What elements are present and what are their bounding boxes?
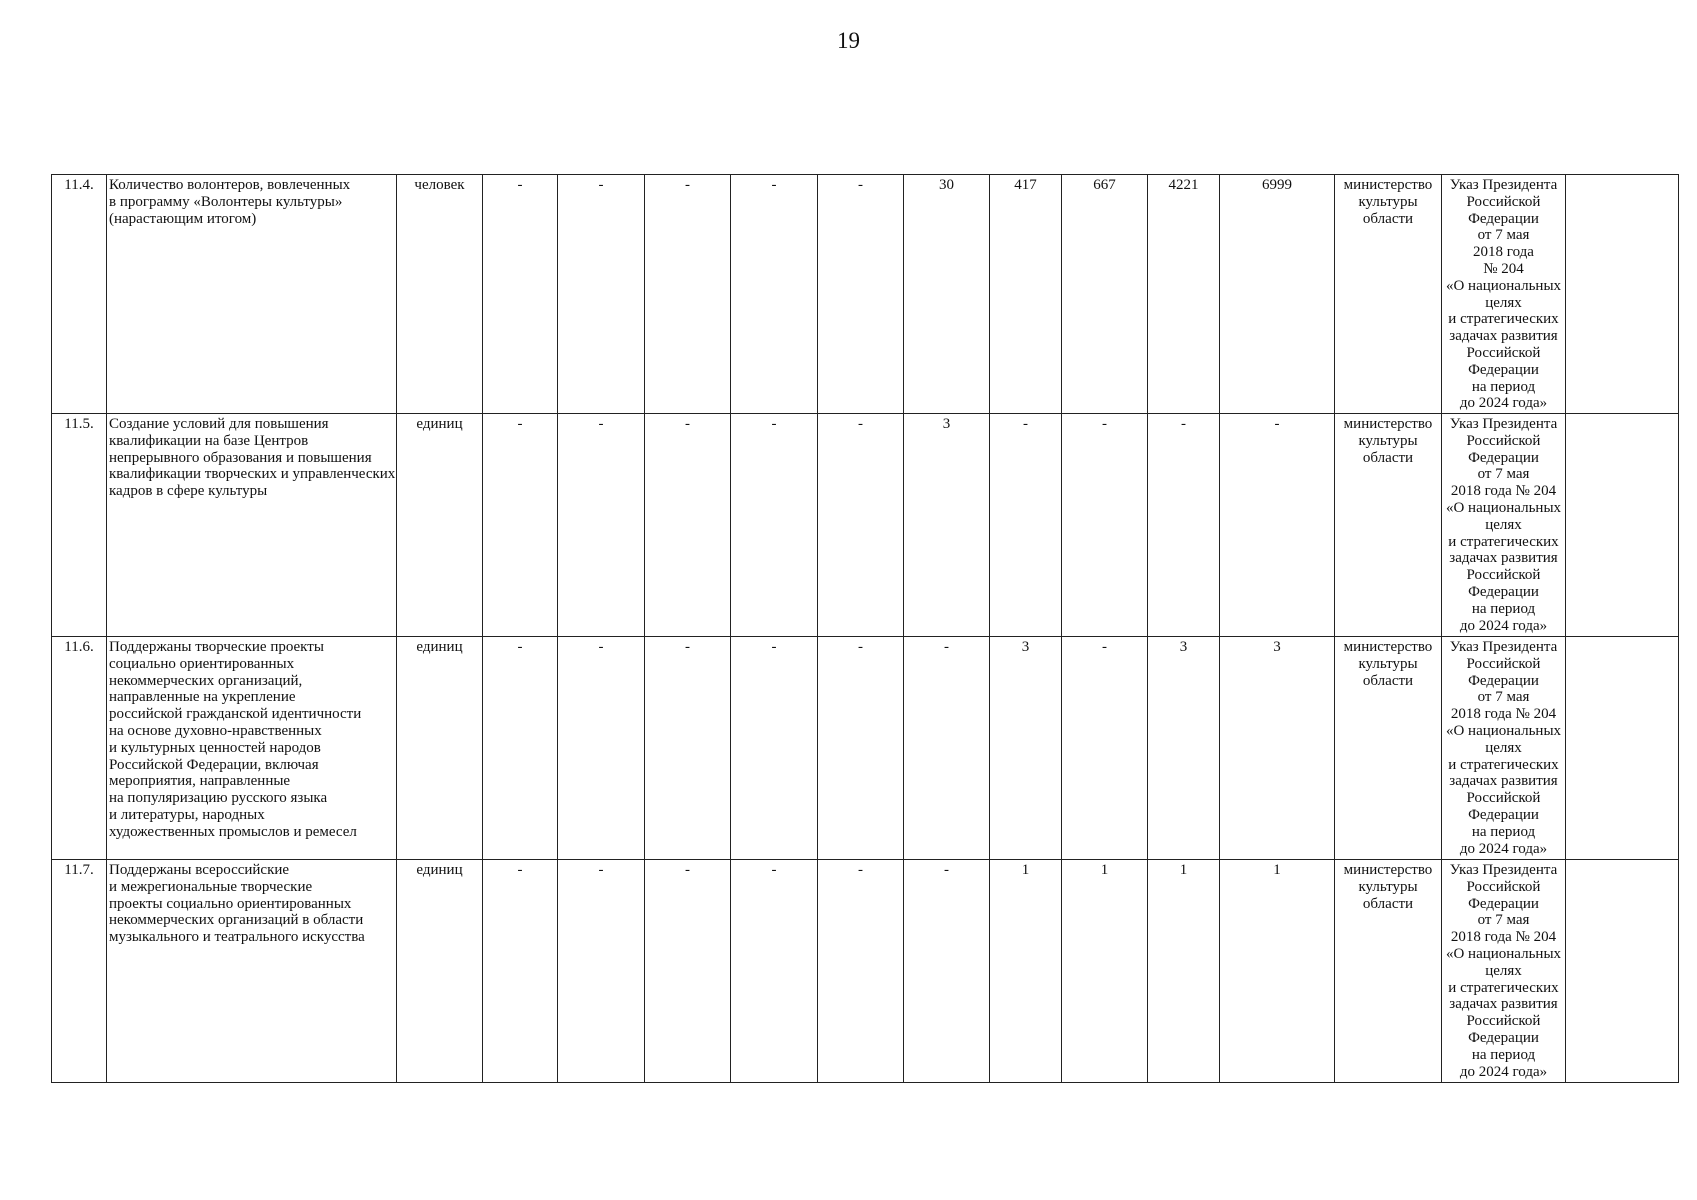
basis-line: на период (1471, 378, 1536, 395)
basis-line: 2018 года (1473, 244, 1534, 261)
value-cell: - (483, 860, 558, 1083)
value-cell: - (818, 175, 904, 414)
basis-line: № 204 (1483, 260, 1524, 277)
basis-line: целях (1485, 739, 1522, 756)
responsible-line: культуры (1358, 655, 1418, 672)
value-cell: - (1220, 414, 1335, 637)
indicator-name-cell (107, 414, 397, 637)
note-cell (1566, 860, 1679, 1083)
basis-line: от 7 мая (1477, 227, 1530, 244)
page-number: 19 (837, 28, 860, 53)
basis-line: Федерации (1468, 361, 1539, 378)
indicator-name-line: в программу «Волонтеры культуры» (109, 193, 343, 210)
basis-line: Федерации (1468, 210, 1539, 227)
value-cell: - (558, 414, 645, 637)
indicator-name-cell (107, 860, 397, 1083)
value-cell: - (818, 637, 904, 860)
value-cell: - (483, 637, 558, 860)
responsible-cell (1335, 175, 1442, 414)
unit-cell: человек (397, 175, 483, 414)
basis-line: и стратегических (1448, 979, 1559, 996)
indicator-name-line: музыкального и театрального искусства (109, 929, 365, 946)
value-cell: - (818, 414, 904, 637)
basis-line: «О национальных (1445, 945, 1562, 962)
value-cell: 1 (1148, 860, 1220, 1083)
value-cell: - (645, 175, 731, 414)
basis-cell (1442, 860, 1566, 1083)
basis-line: Указ Президента (1449, 862, 1558, 878)
value-cell: - (731, 860, 818, 1083)
row-number-cell: 11.6. (52, 637, 107, 860)
unit-cell: единиц (397, 860, 483, 1083)
value-cell: 1 (990, 860, 1062, 1083)
responsible-line: области (1362, 449, 1414, 466)
basis-line: целях (1485, 294, 1522, 311)
indicators-table (51, 174, 1679, 1083)
value-cell: - (558, 637, 645, 860)
table-row (52, 175, 1679, 414)
indicator-name-line: и литературы, народных (109, 806, 265, 823)
basis-line: Федерации (1468, 806, 1539, 823)
unit-cell: единиц (397, 637, 483, 860)
basis-cell (1442, 175, 1566, 414)
indicator-name-line: проекты социально ориентированных (109, 895, 352, 912)
value-cell: - (558, 860, 645, 1083)
value-cell: - (645, 637, 731, 860)
responsible-cell (1335, 637, 1442, 860)
responsible-line: культуры (1358, 432, 1418, 449)
value-cell: 1 (1062, 860, 1148, 1083)
responsible-line: области (1362, 895, 1414, 912)
value-cell: - (904, 860, 990, 1083)
indicator-name-line: Поддержаны творческие проекты (109, 639, 324, 655)
basis-line: от 7 мая (1477, 689, 1530, 706)
basis-line: Федерации (1468, 672, 1539, 689)
indicator-name-line: и культурных ценностей народов (109, 739, 321, 756)
value-cell: - (1062, 414, 1148, 637)
indicator-name-cell (107, 637, 397, 860)
value-cell: 3 (1148, 637, 1220, 860)
basis-line: Российской (1466, 878, 1541, 895)
value-cell: - (731, 175, 818, 414)
basis-cell (1442, 637, 1566, 860)
indicator-name-line: на основе духовно-нравственных (109, 722, 322, 739)
basis-line: до 2024 года» (1459, 617, 1548, 634)
value-cell: - (731, 414, 818, 637)
indicator-name-line: Количество волонтеров, вовлеченных (109, 177, 351, 193)
value-cell: - (645, 414, 731, 637)
basis-line: Указ Президента (1449, 177, 1558, 193)
table-row (52, 860, 1679, 1083)
basis-line: и стратегических (1448, 311, 1559, 328)
value-cell: 667 (1062, 175, 1148, 414)
indicator-name-line: российской гражданской идентичности (109, 706, 362, 723)
value-cell: - (731, 637, 818, 860)
basis-line: Российской (1466, 1013, 1541, 1030)
basis-line: 2018 года № 204 (1450, 929, 1557, 946)
basis-line: задачах развития (1449, 773, 1558, 790)
basis-line: целях (1485, 516, 1522, 533)
note-cell (1566, 637, 1679, 860)
indicator-name-line: социально ориентированных (109, 655, 295, 672)
basis-line: Федерации (1468, 895, 1539, 912)
basis-line: 2018 года № 204 (1450, 706, 1557, 723)
value-cell: 3 (1220, 637, 1335, 860)
basis-line: «О национальных (1445, 499, 1562, 516)
indicator-name-line: кадров в сфере культуры (109, 483, 268, 500)
basis-line: Российской (1466, 567, 1541, 584)
note-cell (1566, 414, 1679, 637)
basis-line: 2018 года № 204 (1450, 483, 1557, 500)
note-cell (1566, 175, 1679, 414)
value-cell: - (483, 175, 558, 414)
value-cell: - (483, 414, 558, 637)
basis-line: Российской (1466, 655, 1541, 672)
basis-line: до 2024 года» (1459, 395, 1548, 412)
indicator-name-line: Российской Федерации, включая (109, 756, 319, 773)
basis-line: от 7 мая (1477, 466, 1530, 483)
indicator-name-line: квалификации творческих и управленческих (109, 466, 396, 483)
table-row (52, 414, 1679, 637)
indicator-name-line: художественных промыслов и ремесел (109, 823, 357, 840)
indicator-name-line: Поддержаны всероссийские (109, 862, 290, 878)
basis-line: задачах развития (1449, 996, 1558, 1013)
basis-line: и стратегических (1448, 533, 1559, 550)
indicator-name-line: (нарастающим итогом) (109, 210, 257, 227)
responsible-line: культуры (1358, 878, 1418, 895)
basis-line: Российской (1466, 344, 1541, 361)
value-cell: 417 (990, 175, 1062, 414)
basis-line: целях (1485, 962, 1522, 979)
value-cell: 1 (1220, 860, 1335, 1083)
responsible-line: министерство (1343, 177, 1433, 193)
basis-line: Федерации (1468, 449, 1539, 466)
value-cell: 4221 (1148, 175, 1220, 414)
responsible-line: министерство (1343, 862, 1433, 878)
basis-line: Российской (1466, 790, 1541, 807)
indicator-name-line: и межрегиональные творческие (109, 878, 313, 895)
responsible-line: министерство (1343, 639, 1433, 655)
indicator-name-line: некоммерческих организаций, (109, 672, 303, 689)
row-number-cell: 11.7. (52, 860, 107, 1083)
row-number-cell: 11.4. (52, 175, 107, 414)
basis-line: задачах развития (1449, 550, 1558, 567)
table-row (52, 637, 1679, 860)
indicator-name-line: на популяризацию русского языка (109, 790, 328, 807)
basis-line: «О национальных (1445, 722, 1562, 739)
value-cell: - (990, 414, 1062, 637)
responsible-cell (1335, 860, 1442, 1083)
basis-cell (1442, 414, 1566, 637)
basis-line: Указ Президента (1449, 639, 1558, 655)
indicator-name-line: квалификации на базе Центров (109, 432, 309, 449)
value-cell: - (1148, 414, 1220, 637)
value-cell: 30 (904, 175, 990, 414)
value-cell: - (645, 860, 731, 1083)
responsible-line: культуры (1358, 193, 1418, 210)
basis-line: задачах развития (1449, 328, 1558, 345)
responsible-cell (1335, 414, 1442, 637)
basis-line: Федерации (1468, 583, 1539, 600)
value-cell: - (818, 860, 904, 1083)
row-number-cell: 11.5. (52, 414, 107, 637)
basis-line: на период (1471, 1046, 1536, 1063)
basis-line: от 7 мая (1477, 912, 1530, 929)
value-cell: 3 (990, 637, 1062, 860)
indicator-name-line: некоммерческих организаций в области (109, 912, 364, 929)
basis-line: на период (1471, 600, 1536, 617)
indicator-name-line: мероприятия, направленные (109, 773, 291, 790)
value-cell: - (904, 637, 990, 860)
basis-line: и стратегических (1448, 756, 1559, 773)
responsible-line: области (1362, 672, 1414, 689)
responsible-line: министерство (1343, 416, 1433, 432)
indicator-name-cell (107, 175, 397, 414)
indicator-name-line: непрерывного образования и повышения (109, 449, 372, 466)
basis-line: Российской (1466, 193, 1541, 210)
value-cell: - (558, 175, 645, 414)
indicator-name-line: направленные на укрепление (109, 689, 296, 706)
indicator-name-line: Создание условий для повышения (109, 416, 329, 432)
basis-line: Российской (1466, 432, 1541, 449)
unit-cell: единиц (397, 414, 483, 637)
basis-line: Указ Президента (1449, 416, 1558, 432)
basis-line: на период (1471, 823, 1536, 840)
value-cell: 6999 (1220, 175, 1335, 414)
value-cell: - (1062, 637, 1148, 860)
basis-line: до 2024 года» (1459, 1063, 1548, 1080)
responsible-line: области (1362, 210, 1414, 227)
basis-line: Федерации (1468, 1029, 1539, 1046)
value-cell: 3 (904, 414, 990, 637)
basis-line: «О национальных (1445, 277, 1562, 294)
basis-line: до 2024 года» (1459, 840, 1548, 857)
